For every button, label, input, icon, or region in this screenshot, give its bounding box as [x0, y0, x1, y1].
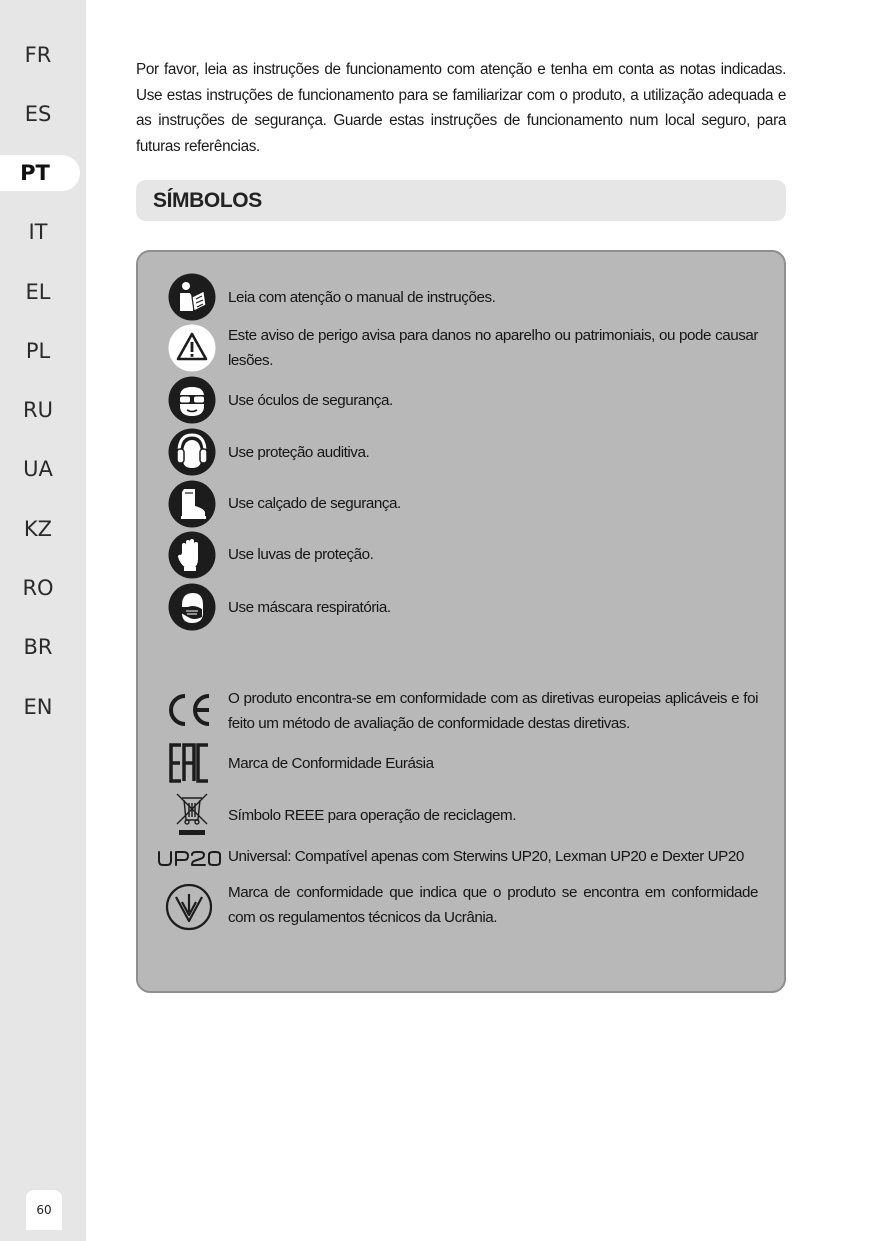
- symbol-desc-ce: O produto encontra-se em conformidade com as diretivas europeias aplicáveis e foi feito um método de avaliação de conformidade destas diretivas.: [228, 690, 758, 732]
- lang-tab-fr[interactable]: FR: [24, 43, 52, 67]
- intro-paragraph: Por favor, leia as instruções de funcionamento com atenção e tenha em conta as notas indicadas. Use estas instruções de funcionamento para se familiarizar com o produto, a utilização adequada e as instruções de segurança. Guarde estas instruções de funcionamento num local seguro, para futuras referências.: [136, 61, 786, 155]
- weee-bin-icon: [168, 788, 216, 842]
- symbol-desc-ear-protection: Use proteção auditiva.: [228, 444, 370, 461]
- section-heading: [136, 180, 786, 221]
- section-title: SÍMBOLOS: [153, 188, 262, 212]
- lang-tab-pt[interactable]: PT: [0, 155, 80, 191]
- language-sidebar: [0, 0, 86, 1241]
- lang-tab-kz[interactable]: KZ: [23, 517, 53, 541]
- ukrca-mark-icon: [164, 882, 214, 932]
- symbol-desc-ukrca: Marca de conformidade que indica que o produto se encontra em conformidade com os regulamentos técnicos da Ucrânia.: [228, 884, 758, 926]
- warning-triangle-icon: [168, 324, 216, 372]
- safety-boots-icon: [168, 480, 216, 528]
- symbol-desc-mask: Use máscara respiratória.: [228, 599, 391, 616]
- ce-mark-icon: [164, 686, 216, 734]
- symbol-desc-weee: Símbolo REEE para operação de reciclagem.: [228, 807, 516, 824]
- lang-tab-br[interactable]: BR: [23, 635, 53, 659]
- lang-tab-it[interactable]: IT: [28, 220, 48, 244]
- lang-tab-en[interactable]: EN: [23, 695, 53, 719]
- lang-tab-ro[interactable]: RO: [22, 576, 54, 600]
- lang-tab-el[interactable]: EL: [25, 280, 51, 304]
- lang-tab-ua[interactable]: UA: [23, 457, 53, 481]
- symbol-desc-up20: Universal: Compatível apenas com Sterwins UP20, Lexman UP20 e Dexter UP20: [228, 848, 744, 865]
- lang-tab-ru[interactable]: RU: [23, 398, 53, 422]
- lang-tab-pl[interactable]: PL: [25, 339, 51, 363]
- symbols-panel: [136, 250, 786, 993]
- lang-tab-es[interactable]: ES: [24, 102, 52, 126]
- eac-mark-icon: [168, 739, 216, 787]
- ear-protection-icon: [168, 428, 216, 476]
- symbol-desc-boots: Use calçado de segurança.: [228, 495, 401, 512]
- read-manual-icon: [168, 273, 216, 321]
- symbol-desc-warning: Este aviso de perigo avisa para danos no aparelho ou patrimoniais, ou pode causar lesões.: [228, 327, 758, 369]
- safety-goggles-icon: [168, 376, 216, 424]
- symbol-desc-read-manual: Leia com atenção o manual de instruções.: [228, 289, 496, 306]
- symbol-desc-eac: Marca de Conformidade Eurásia: [228, 755, 434, 772]
- protective-gloves-icon: [168, 531, 216, 579]
- symbol-desc-gloves: Use luvas de proteção.: [228, 546, 374, 563]
- respiratory-mask-icon: [168, 583, 216, 631]
- symbol-desc-goggles: Use óculos de segurança.: [228, 392, 393, 409]
- page-number: 60: [26, 1190, 62, 1230]
- up20-logo-icon: [156, 844, 222, 872]
